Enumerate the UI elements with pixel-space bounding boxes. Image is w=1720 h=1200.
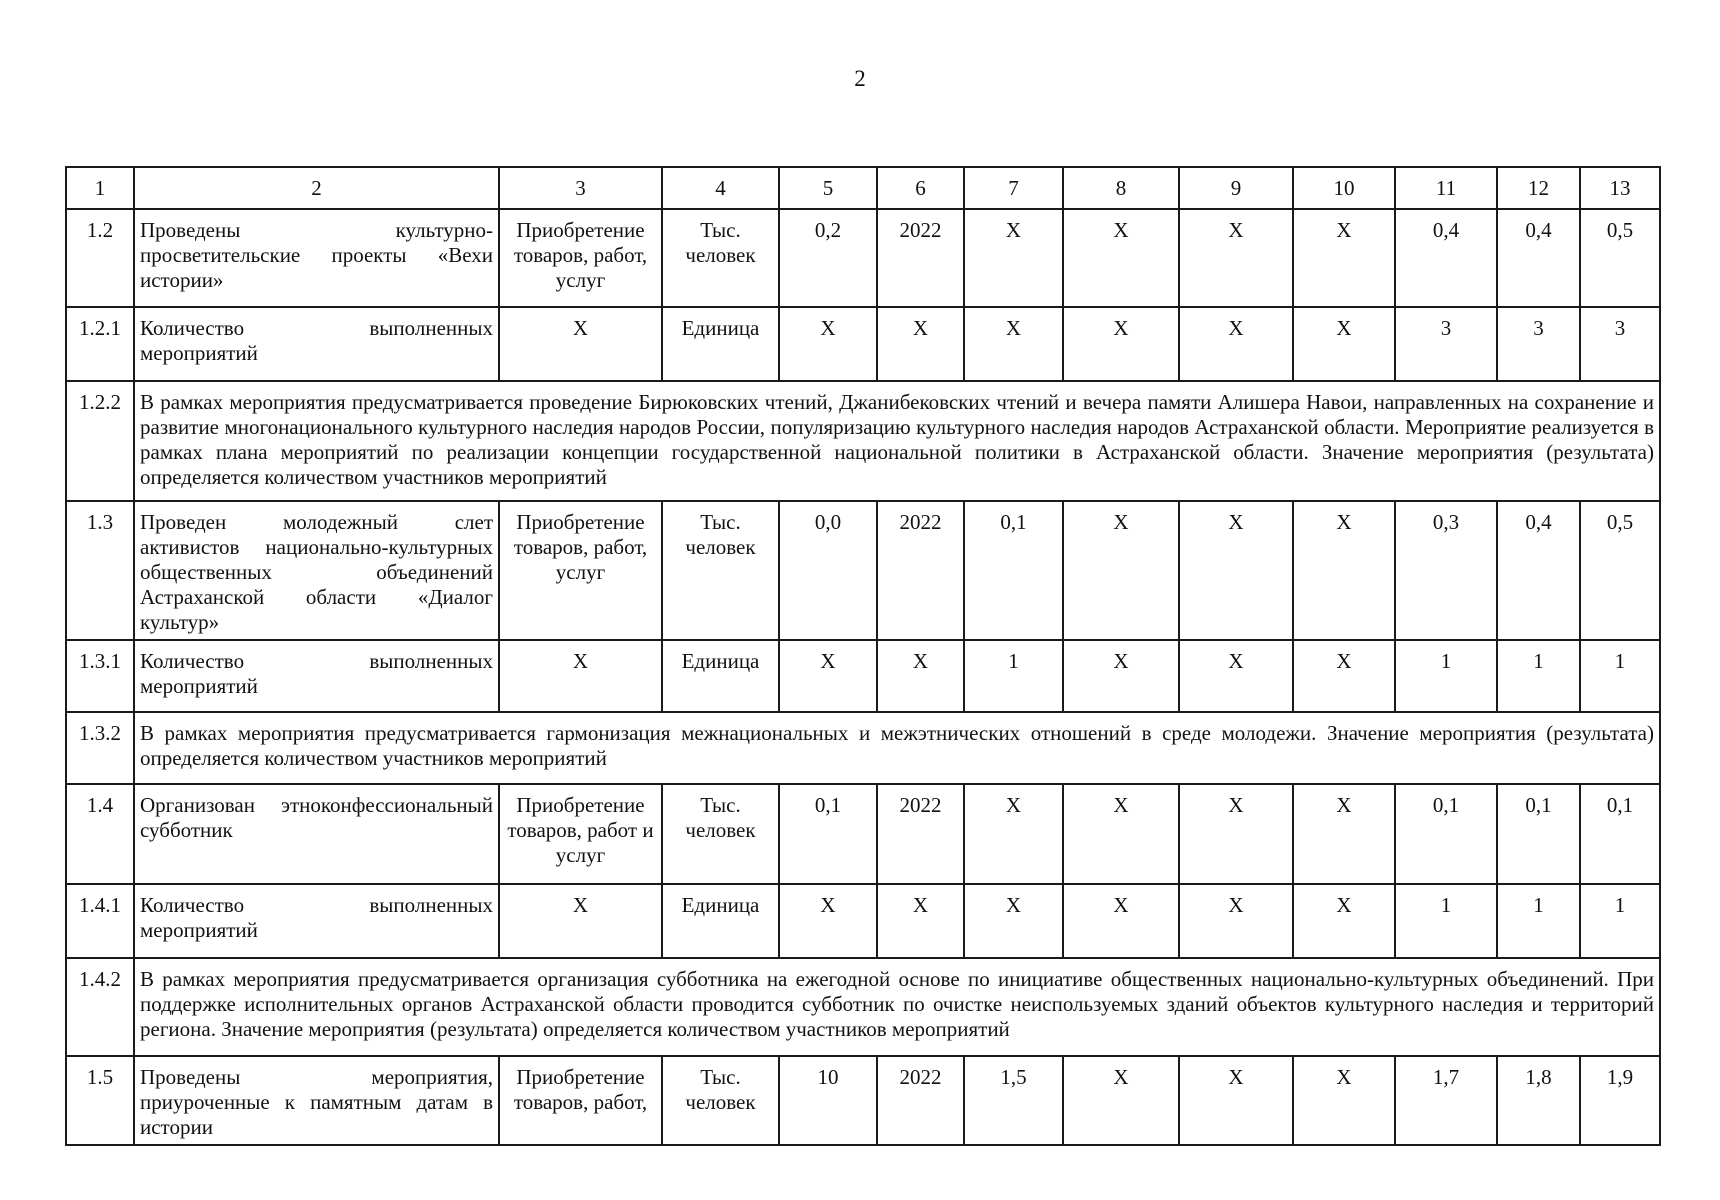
value-cell: X: [1179, 501, 1293, 640]
measure-name: Проведен молодежный слет активистов национально-культурных общественных объединений Астраханской области «Диалог культур»: [134, 501, 499, 640]
value-cell: 2022: [877, 501, 964, 640]
unit: Единица: [662, 307, 779, 381]
measures-table: [65, 166, 1661, 1146]
value-cell: X: [779, 307, 877, 381]
value-cell: 0,1: [1497, 784, 1580, 884]
row-number: 1.3.2: [66, 712, 134, 784]
cost-type: X: [499, 307, 662, 381]
value-cell: X: [1293, 501, 1395, 640]
value-cell: X: [1293, 1056, 1395, 1145]
cost-type: X: [499, 640, 662, 712]
description-text: В рамках мероприятия предусматривается проведение Бирюковских чтений, Джанибековских чтений и вечера памяти Алишера Навои, направленных на сохранение и развитие многонационального культурного наследия народов России, популяризацию культурного наследия народов Астраханской области. Мероприятие реализуется в рамках плана мероприятий по реализации концепции государственной национальной политики в Астраханской области. Значение мероприятия (результата) определяется количеством участников мероприятий: [134, 381, 1660, 501]
value-cell: X: [1293, 209, 1395, 307]
value-cell: 0,1: [779, 784, 877, 884]
row-number: 1.5: [66, 1056, 134, 1145]
row-number: 1.3: [66, 501, 134, 640]
value-cell: 0,2: [779, 209, 877, 307]
value-cell: 3: [1395, 307, 1497, 381]
description-text: В рамках мероприятия предусматривается организация субботника на ежегодной основе по инициативе общественных национально-культурных объединений. При поддержке исполнительных органов Астраханской области проводится субботник по очистке неиспользуемых зданий объектов культурного наследия и территорий региона. Значение мероприятия (результата) определяется количеством участников мероприятий: [134, 958, 1660, 1056]
value-cell: X: [1179, 209, 1293, 307]
value-cell: 1,7: [1395, 1056, 1497, 1145]
table-row: [66, 1056, 1660, 1145]
unit: Тыс. человек: [662, 209, 779, 307]
value-cell: X: [1179, 307, 1293, 381]
cost-type: Приобретение товаров, работ,: [499, 1056, 662, 1145]
header-cell: 13: [1580, 167, 1660, 209]
row-number: 1.4.2: [66, 958, 134, 1056]
description-row: [66, 958, 1660, 1056]
table-row: [66, 209, 1660, 307]
header-cell: 12: [1497, 167, 1580, 209]
cost-type: Приобретение товаров, работ, услуг: [499, 501, 662, 640]
table-row: [66, 501, 1660, 640]
description-row: [66, 381, 1660, 501]
value-cell: X: [1063, 307, 1179, 381]
cost-type: Приобретение товаров, работ, услуг: [499, 209, 662, 307]
value-cell: X: [964, 307, 1063, 381]
value-cell: X: [877, 884, 964, 958]
header-cell: 4: [662, 167, 779, 209]
header-row: [66, 167, 1660, 209]
value-cell: 1: [964, 640, 1063, 712]
value-cell: 3: [1497, 307, 1580, 381]
description-text: В рамках мероприятия предусматривается гармонизация межнациональных и межэтнических отношений в среде молодежи. Значение мероприятия (результата) определяется количеством участников мероприятий: [134, 712, 1660, 784]
value-cell: 0,0: [779, 501, 877, 640]
value-cell: 1,5: [964, 1056, 1063, 1145]
measure-name: Количество выполненных мероприятий: [134, 884, 499, 958]
header-cell: 5: [779, 167, 877, 209]
cost-type: Приобретение товаров, работ и услуг: [499, 784, 662, 884]
value-cell: X: [1293, 307, 1395, 381]
value-cell: 2022: [877, 784, 964, 884]
table-row: [66, 307, 1660, 381]
value-cell: X: [1063, 1056, 1179, 1145]
description-row: [66, 712, 1660, 784]
unit: Единица: [662, 884, 779, 958]
value-cell: 0,4: [1395, 209, 1497, 307]
value-cell: X: [1293, 784, 1395, 884]
value-cell: 0,4: [1497, 209, 1580, 307]
value-cell: 0,1: [964, 501, 1063, 640]
value-cell: X: [1179, 1056, 1293, 1145]
row-number: 1.2: [66, 209, 134, 307]
value-cell: 0,4: [1497, 501, 1580, 640]
row-number: 1.3.1: [66, 640, 134, 712]
value-cell: X: [779, 884, 877, 958]
value-cell: X: [1063, 501, 1179, 640]
cost-type: X: [499, 884, 662, 958]
value-cell: X: [1179, 640, 1293, 712]
value-cell: X: [877, 307, 964, 381]
value-cell: 0,1: [1395, 784, 1497, 884]
page-number: 2: [854, 66, 866, 91]
value-cell: X: [964, 884, 1063, 958]
table-row: [66, 640, 1660, 712]
value-cell: X: [1179, 784, 1293, 884]
row-number: 1.2.2: [66, 381, 134, 501]
row-number: 1.4: [66, 784, 134, 884]
header-cell: 8: [1063, 167, 1179, 209]
measure-name: Количество выполненных мероприятий: [134, 640, 499, 712]
value-cell: X: [1179, 884, 1293, 958]
unit: Тыс. человек: [662, 1056, 779, 1145]
value-cell: 1: [1497, 884, 1580, 958]
unit: Единица: [662, 640, 779, 712]
value-cell: 1,8: [1497, 1056, 1580, 1145]
value-cell: X: [779, 640, 877, 712]
header-cell: 1: [66, 167, 134, 209]
table-body: [66, 167, 1660, 1145]
value-cell: 1: [1497, 640, 1580, 712]
header-cell: 10: [1293, 167, 1395, 209]
value-cell: 2022: [877, 209, 964, 307]
table-row: [66, 884, 1660, 958]
value-cell: 0,3: [1395, 501, 1497, 640]
value-cell: X: [877, 640, 964, 712]
value-cell: 1: [1395, 640, 1497, 712]
value-cell: X: [1063, 209, 1179, 307]
value-cell: X: [964, 209, 1063, 307]
value-cell: 1: [1580, 884, 1660, 958]
header-cell: 3: [499, 167, 662, 209]
table-row: [66, 784, 1660, 884]
header-cell: 9: [1179, 167, 1293, 209]
unit: Тыс. человек: [662, 501, 779, 640]
value-cell: 3: [1580, 307, 1660, 381]
value-cell: 1: [1395, 884, 1497, 958]
measure-name: Организован этноконфессиональный субботник: [134, 784, 499, 884]
value-cell: 0,5: [1580, 501, 1660, 640]
value-cell: 1: [1580, 640, 1660, 712]
header-cell: 7: [964, 167, 1063, 209]
header-cell: 6: [877, 167, 964, 209]
value-cell: 1,9: [1580, 1056, 1660, 1145]
measure-name: Проведены мероприятия, приуроченные к памятным датам в истории: [134, 1056, 499, 1145]
value-cell: 0,1: [1580, 784, 1660, 884]
unit: Тыс. человек: [662, 784, 779, 884]
header-cell: 11: [1395, 167, 1497, 209]
value-cell: 0,5: [1580, 209, 1660, 307]
value-cell: X: [1063, 884, 1179, 958]
value-cell: X: [964, 784, 1063, 884]
measure-name: Количество выполненных мероприятий: [134, 307, 499, 381]
value-cell: X: [1063, 784, 1179, 884]
row-number: 1.4.1: [66, 884, 134, 958]
measure-name: Проведены культурно-просветительские проекты «Вехи истории»: [134, 209, 499, 307]
value-cell: 10: [779, 1056, 877, 1145]
header-cell: 2: [134, 167, 499, 209]
value-cell: X: [1293, 640, 1395, 712]
value-cell: 2022: [877, 1056, 964, 1145]
value-cell: X: [1063, 640, 1179, 712]
row-number: 1.2.1: [66, 307, 134, 381]
value-cell: X: [1293, 884, 1395, 958]
